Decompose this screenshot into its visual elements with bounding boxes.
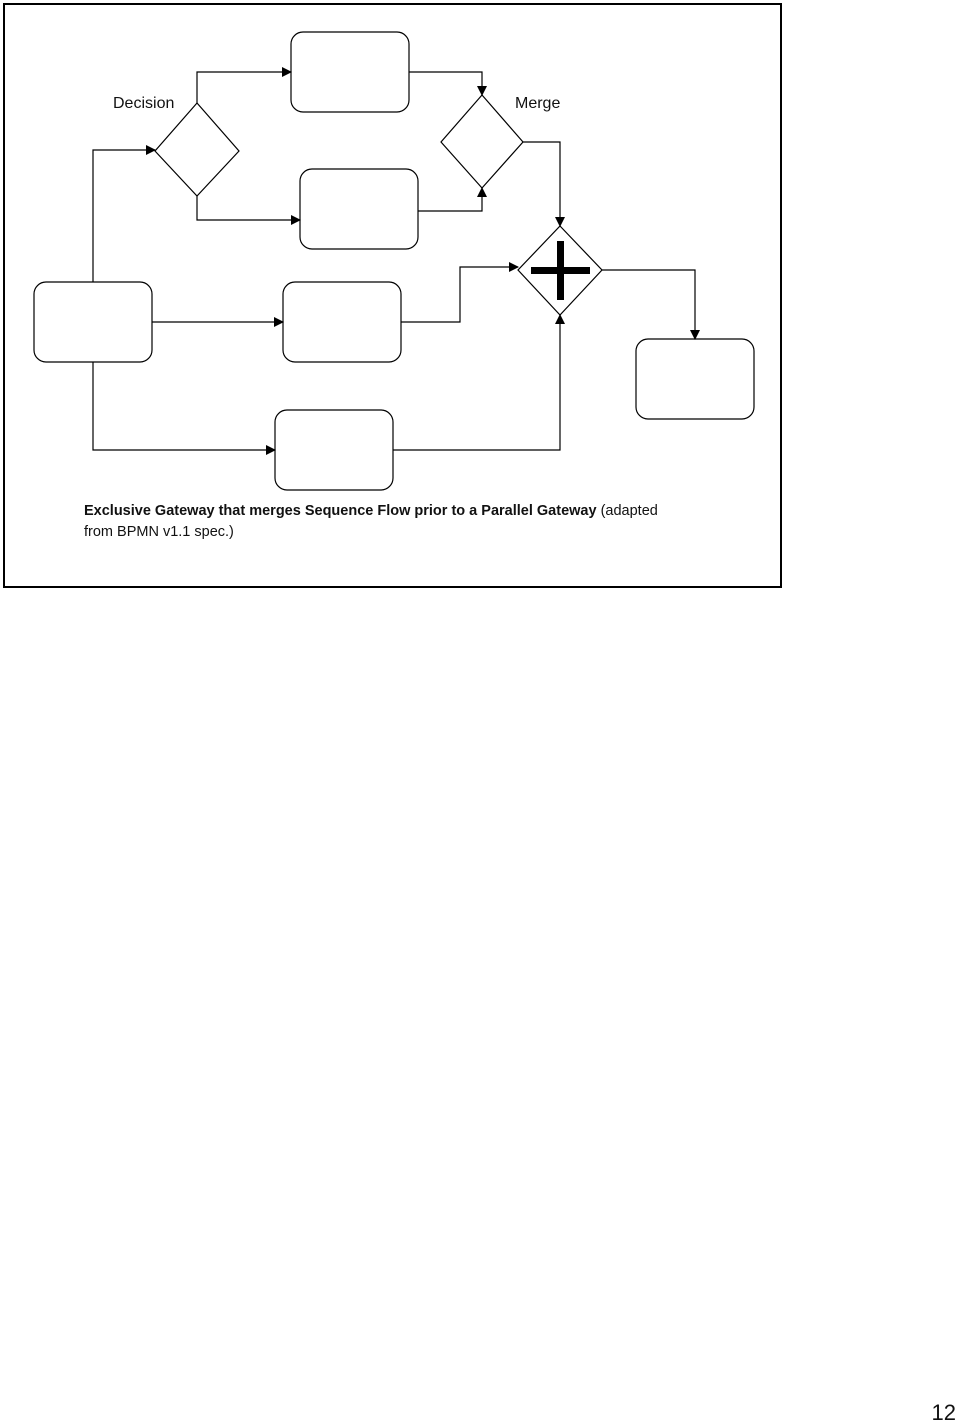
decision-label: Decision: [113, 95, 175, 112]
caption-bold: Exclusive Gateway that merges Sequence Flow prior to a Parallel Gateway: [84, 503, 597, 519]
flow-bottom-to-parallel: [393, 315, 560, 450]
flow-top-to-merge: [409, 72, 482, 95]
diagram-slide: [3, 3, 782, 588]
task-middle: [283, 282, 401, 362]
flow-parallel-to-end: [602, 270, 695, 339]
flow-start-to-bottom: [93, 362, 275, 450]
flow-middle-to-parallel: [401, 267, 518, 322]
figure-caption: [84, 501, 684, 543]
caption-line1: (adapted: [600, 503, 658, 519]
task-start: [34, 282, 152, 362]
task-end: [636, 339, 754, 419]
task-middle-upper: [300, 169, 418, 249]
flow-merge-to-parallel: [523, 142, 560, 226]
flow-middle-upper-to-merge: [418, 188, 482, 211]
task-bottom: [275, 410, 393, 490]
merge-gateway: [441, 95, 523, 188]
merge-label: Merge: [515, 95, 561, 112]
flow-start-to-decision: [93, 150, 155, 282]
task-top: [291, 32, 409, 112]
flow-decision-to-middle-upper: [197, 196, 300, 220]
flow-decision-to-top: [197, 72, 291, 103]
page-number: 12: [931, 1400, 956, 1425]
bpmn-diagram: [5, 5, 780, 586]
caption-line2: from BPMN v1.1 spec.): [84, 524, 234, 540]
decision-gateway: [155, 103, 239, 196]
